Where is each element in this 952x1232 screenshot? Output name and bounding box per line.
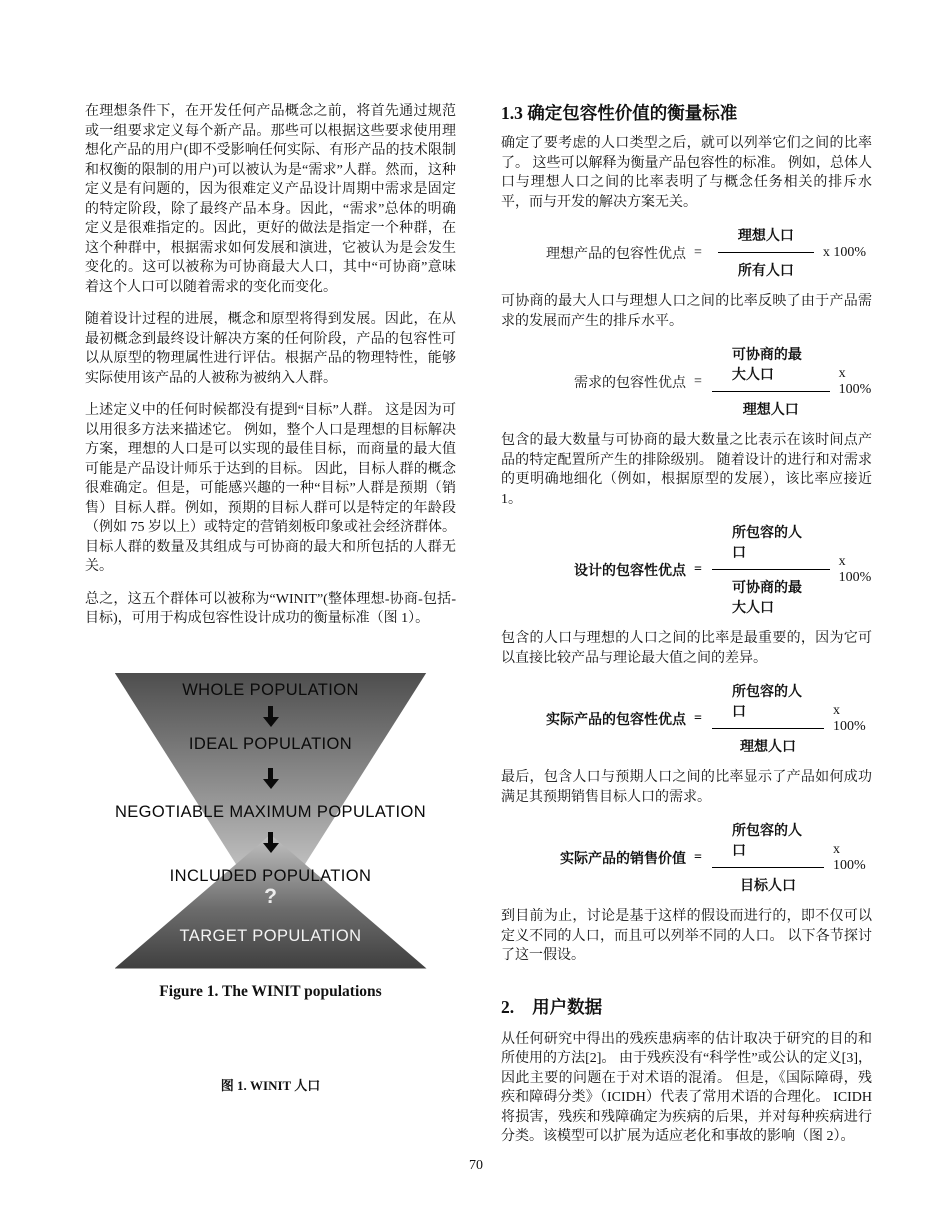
fraction-wrap	[712, 522, 872, 617]
numerator: 所包容的人口	[731, 526, 802, 561]
arrow-stem	[268, 768, 273, 779]
formula-sales-value	[501, 820, 872, 895]
paragraph: 包含的最大数量与可协商的最大数量之比表示在该时间点产品的特定配置所产生的排除级别。 随着设计的进行和对需求的更明确地细化（例如，根据原型的发展），该比率应接近 1。	[501, 433, 872, 507]
formula-label: 需求的包容性优点	[574, 375, 686, 391]
ideal-population-label: IDEAL POPULATION	[188, 734, 353, 753]
paragraph: 从任何研究中得出的残疾患病率的估计取决于研究的目的和所使用的方法[2]。 由于残疾没有“科学性”或公认的定义[3]，因此主要的问题在于对术语的混淆。 但是，《国际障碍，残疾和障碍分类》（ICIDH）代表了常用术语的合理化。 ICIDH 将损害，残疾和残障确定为疾病的后果，并对每种疾病进行分类。该模型可以扩展为适应老化和事故的影响（图 2）。	[501, 1031, 872, 1144]
equals-sign: =	[694, 849, 702, 865]
page-number: 70	[469, 1158, 483, 1173]
figure-caption-zh: 图 1. WINIT 人口	[220, 1077, 321, 1093]
formula-label: 理想产品的包容性优点	[546, 246, 686, 262]
percent-suffix: x 100%	[822, 244, 867, 260]
equals-sign: =	[694, 710, 702, 726]
fraction	[712, 522, 830, 617]
target-population-label: TARGET POPULATION	[179, 926, 362, 945]
formula-label: 设计的包容性优点	[574, 563, 686, 579]
down-arrow-icon	[115, 768, 427, 789]
denominator: 理想人口	[742, 403, 799, 418]
formula-ideal-product-merit	[501, 225, 872, 280]
formula-design-merit	[501, 522, 872, 617]
fraction	[712, 681, 824, 756]
section-title: 用户数据	[532, 996, 603, 1017]
figure-caption-en: Figure 1. The WINIT populations	[159, 982, 382, 1000]
formula-actual-product-merit	[501, 681, 872, 756]
equals-sign: =	[694, 561, 702, 577]
percent-suffix: x 100%	[833, 702, 866, 734]
two-column-layout	[85, 102, 872, 1160]
negotiable-maximum-population-label: NEGOTIABLE MAXIMUM POPULATION	[114, 802, 427, 821]
right-column	[501, 102, 872, 1160]
figure-1	[85, 673, 456, 1001]
fraction-wrap	[712, 344, 872, 419]
arrow-head	[263, 843, 279, 853]
numerator: 所包容的人口	[731, 824, 802, 859]
left-column	[85, 102, 456, 1160]
down-arrow-icon	[115, 706, 427, 727]
paragraph: 到目前为止，讨论是基于这样的假设而进行的，即不仅可以定义不同的人口，而且可以列举不同的人口。 以下各节探讨了这一假设。	[501, 909, 872, 963]
equals-sign: =	[694, 244, 702, 260]
paragraph: 确定了要考虑的人口类型之后，就可以列举它们之间的比率了。 这些可以解释为衡量产品包容性的标准。 例如，总体人口与理想人口之间的比率表明了与概念任务相关的排斥水平，而与开发的解决方案无关。	[501, 136, 872, 210]
paragraph: 在理想条件下，在开发任何产品概念之前，将首先通过规范或一组要求定义每个新产品。那些可以根据这些要求使用理想化产品的用户(即不受影响任何实际、有形产品的技术限制和权衡的限制的用户)可以被认为是“需求”人群。然而，这种定义是有问题的，因为很难定义产品设计周期中需求是固定的特定阶段，除了最终产品本身。因此，“需求”总体的明确定义是很难指定的。因此，更好的做法是指定一个种群，在这个种群中，根据需求如何发展和演进，它被认为是会发生变化的。这可以被称为可协商最大人口，其中“可协商”意味着这个人口可以随着需求的变化而变化。	[85, 104, 456, 295]
arrow-stem	[268, 832, 273, 843]
paragraph: 包含的人口与理想的人口之间的比率是最重要的，因为它可以直接比较产品与理论最大值之间的差异。	[501, 631, 872, 666]
formula-label: 实际产品的包容性优点	[546, 712, 686, 728]
fraction	[712, 344, 830, 419]
paragraph: 随着设计过程的进展，概念和原型将得到发展。因此，在从最初概念到最终设计解决方案的任何阶段，产品的包容性可以从原型的物理属性进行评估。根据产品的物理特性，能够实际使用该产品的人被称为被纳入人群。	[85, 312, 456, 386]
formula-demand-merit	[501, 344, 872, 419]
fraction-wrap	[712, 681, 872, 756]
included-population-label: INCLUDED POPULATION	[169, 866, 372, 885]
paragraph: 最后，包含人口与预期人口之间的比率显示了产品如何成功满足其预期销售目标人口的需求。	[501, 770, 872, 805]
section-1-3-heading: 1.3 确定包容性价值的衡量标准	[501, 103, 738, 123]
paragraph: 上述定义中的任何时候都没有提到“目标”人群。 这是因为可以用很多方法来描述它。 例如，整个人口是理想的目标解决方案，理想的人口是可以实现的最佳目标，而商量的最大值可能是产品设计师乐于达到的目标。 因此，目标人群的概念很难确定。但是，可能感兴趣的一种“目标”人群是预期（销售）目标人群。例如，预期的目标人群可以是特定的年龄段（例如 75 岁以上）或特定的营销刻板印象或社会经济群体。 目标人群的数量及其组成与可协商的最大和所包括的人群无关。	[85, 403, 456, 574]
whole-population-label: WHOLE POPULATION	[182, 680, 359, 699]
denominator: 所有人口	[737, 264, 794, 279]
fraction	[718, 225, 814, 280]
question-mark: ?	[264, 884, 277, 908]
paragraph: 可协商的最大人口与理想人口之间的比率反映了由于产品需求的发展而产生的排斥水平。	[501, 294, 872, 329]
numerator: 可协商的最大人口	[731, 348, 802, 383]
percent-suffix: x 100%	[833, 841, 866, 873]
winit-diagram	[115, 673, 427, 969]
numerator: 所包容的人口	[731, 685, 802, 720]
fraction	[712, 820, 824, 895]
section-number: 2.	[501, 996, 515, 1017]
numerator: 理想人口	[737, 229, 794, 244]
denominator: 理想人口	[739, 740, 796, 755]
denominator: 目标人口	[739, 879, 796, 894]
denominator: 可协商的最大人口	[731, 581, 802, 616]
section-2-heading	[501, 996, 872, 1018]
down-arrow-icon	[115, 832, 427, 853]
arrow-head	[263, 717, 279, 727]
arrow-stem	[268, 706, 273, 717]
percent-suffix: x 100%	[838, 365, 872, 397]
percent-suffix: x 100%	[838, 553, 872, 585]
equals-sign: =	[694, 373, 702, 389]
paragraph: 总之，这五个群体可以被称为“WINIT”(整体理想-协商-包括-目标)，可用于构成包容性设计成功的衡量标准（图 1）。	[85, 591, 456, 626]
formula-label: 实际产品的销售价值	[560, 851, 686, 867]
arrow-head	[263, 779, 279, 789]
fraction-wrap	[712, 820, 872, 895]
fraction-wrap	[712, 225, 872, 280]
